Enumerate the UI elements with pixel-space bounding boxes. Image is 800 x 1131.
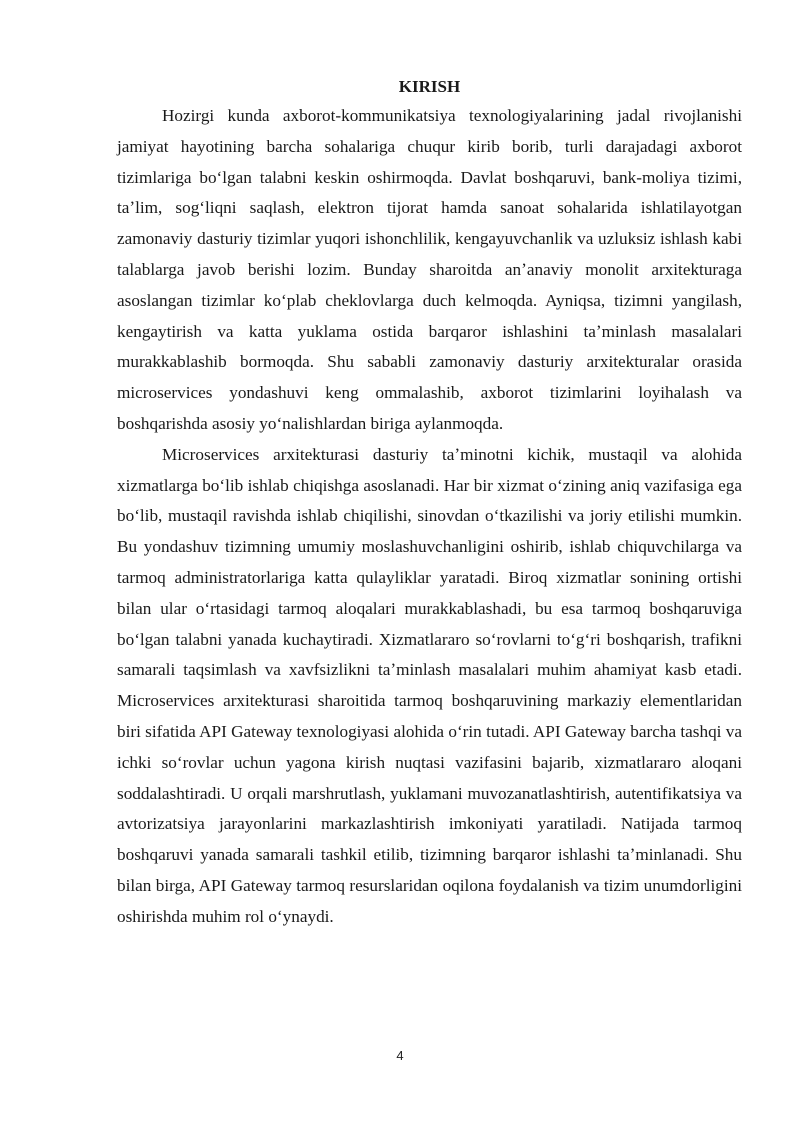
paragraph-introduction: Hozirgi kunda axborot-kommunikatsiya texnologiyalarining jadal rivojlanishi jamiyat hayotining barcha sohalariga chuqur kirib borib, turli darajadagi axborot tizimlariga boʻlgan talabni keskin oshirmoqda. Davlat boshqaruvi, bank-moliya tizimi, taʼlim, sogʻliqni saqlash, elektron tijorat hamda sanoat sohalarida ishlatilayotgan zamonaviy dasturiy tizimlar yuqori ishonchlilik, kengayuvchanlik va uzluksiz ishlash kabi talablarga javob berishi lozim. Bunday sharoitda anʼanaviy monolit arxitekturaga asoslangan tizimlar koʻplab cheklovlarga duch kelmoqda. Ayniqsa, tizimni yangilash, kengaytirish va katta yuklama ostida barqaror ishlashini taʼminlash masalalari murakkablashib bormoqda. Shu sababli zamonaviy dasturiy arxitekturalar orasida microservices yondashuvi keng ommalashib, axborot tizimlarini loyihalash va boshqarishda asosiy yoʻnalishlardan biriga aylanmoqda. xyxy=(117,106,742,433)
page-number: 4 xyxy=(396,1048,404,1063)
section-title: KIRISH xyxy=(398,77,461,96)
page-content xyxy=(117,73,742,933)
paragraph-microservices: Microservices arxitekturasi dasturiy taʼminotni kichik, mustaqil va alohida xizmatlarga boʻlib ishlab chiqishga asoslanadi. Har bir xizmat oʻzining aniq vazifasiga ega boʻlib, mustaqil ravishda ishlab chiqilishi, sinovdan oʻtkazilishi va joriy etilishi mumkin. Bu yondashuv tizimning umumiy moslashuvchanligini oshirib, ishlab chiquvchilarga va tarmoq administratorlariga katta qulayliklar yaratadi. Biroq xizmatlar sonining ortishi bilan ular oʻrtasidagi tarmoq aloqalari murakkablashadi, bu esa tarmoq boshqaruviga boʻlgan talabni yanada kuchaytiradi. Xizmatlararo soʻrovlarni toʻgʻri boshqarish, trafikni samarali taqsimlash va xavfsizlikni taʼminlash masalalari muhim ahamiyat kasb etadi. Microservices arxitekturasi sharoitida tarmoq boshqaruvining markaziy elementlaridan biri sifatida API Gateway texnologiyasi alohida oʻrin tutadi. API Gateway barcha tashqi va ichki soʻrovlar uchun yagona kirish nuqtasi vazifasini bajarib, xizmatlararo aloqani soddalashtiradi. U orqali marshrutlash, yuklamani muvozanatlashtirish, autentifikatsiya va avtorizatsiya jarayonlarini markazlashtirish imkoniyati yaratiladi. Natijada tarmoq boshqaruvi yanada samarali tashkil etilib, tizimning barqaror ishlashi taʼminlanadi. Shu bilan birga, API Gateway tarmoq resurslaridan oqilona foydalanish va tizim unumdorligini oshirishda muhim rol oʻynaydi. xyxy=(117,444,742,926)
